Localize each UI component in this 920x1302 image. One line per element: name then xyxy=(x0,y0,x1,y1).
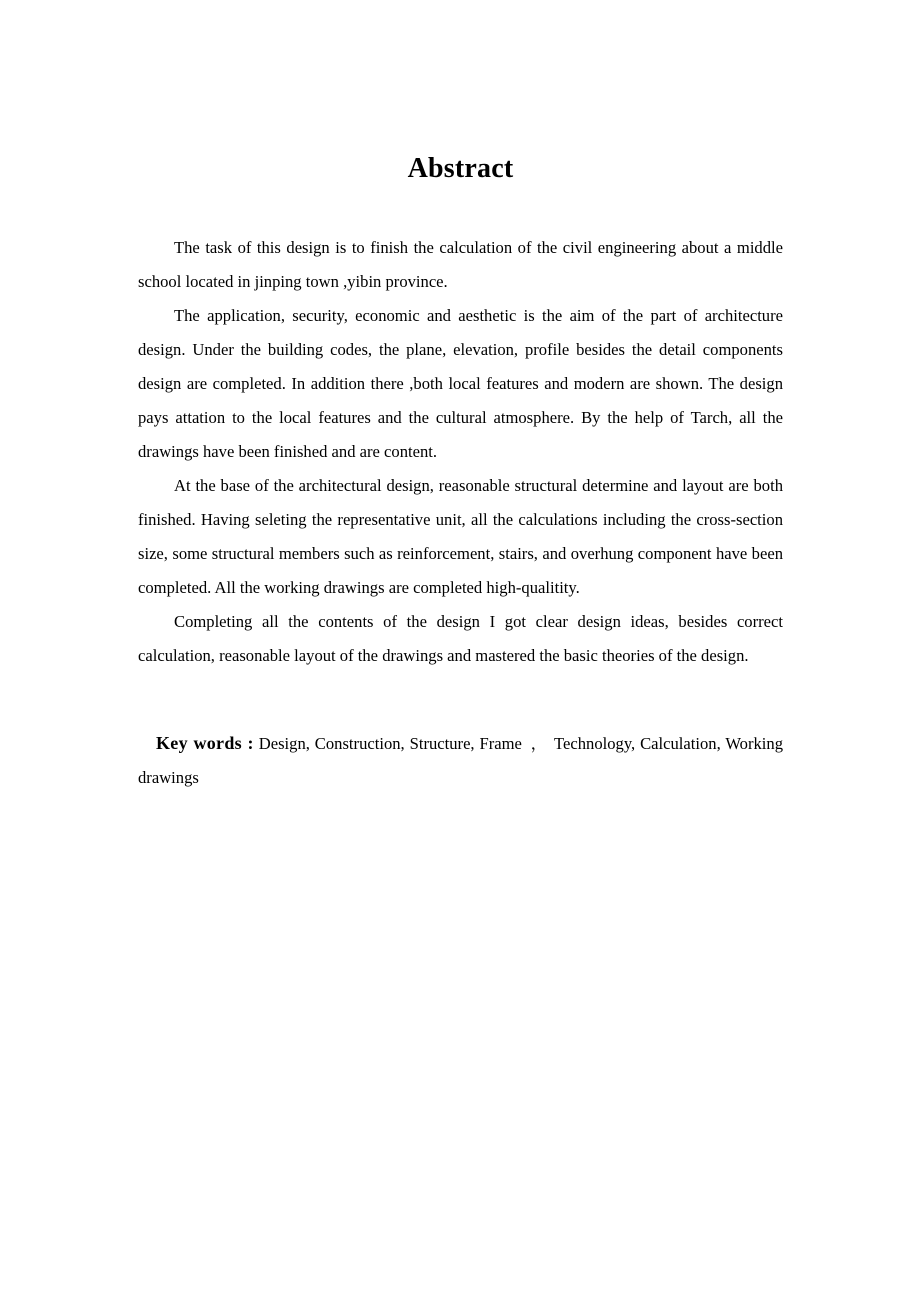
keywords-list-part-2: Technology, Calculation, Working drawings xyxy=(138,734,784,787)
keywords-separator: ， xyxy=(529,734,549,753)
paragraph: Completing all the contents of the design I got clear design ideas, besides correct calculation, reasonable layout of the drawings and mastered the basic theories of the design. xyxy=(138,612,783,665)
paragraph: The task of this design is to finish the calculation of the civil engineering about a middle school located in jinping town ,yibin province. xyxy=(138,238,783,291)
page-title: Abstract xyxy=(407,153,514,184)
page-content xyxy=(138,0,783,795)
paragraph: The application, security, economic and aesthetic is the aim of the part of architecture design. Under the building codes, the plane, elevation, profile besides the detail components design are completed. In addition there ,both local features and modern are shown. The design pays attation to the local features and the cultural atmosphere. By the help of Tarch, all the drawings have been finished and are content. xyxy=(138,306,783,461)
keywords-section xyxy=(138,726,783,795)
paragraph: At the base of the architectural design, reasonable structural determine and layout are both finished. Having seleting the representative unit, all the calculations including the cross-section size, some structural members such as reinforcement, stairs, and overhung component have been completed. All the working drawings are completed high-qualitity. xyxy=(138,476,783,597)
keywords-list-part-1: Design, Construction, Structure, Frame xyxy=(253,734,522,753)
keywords-label: Key words : xyxy=(156,733,254,753)
abstract-body xyxy=(138,183,783,673)
